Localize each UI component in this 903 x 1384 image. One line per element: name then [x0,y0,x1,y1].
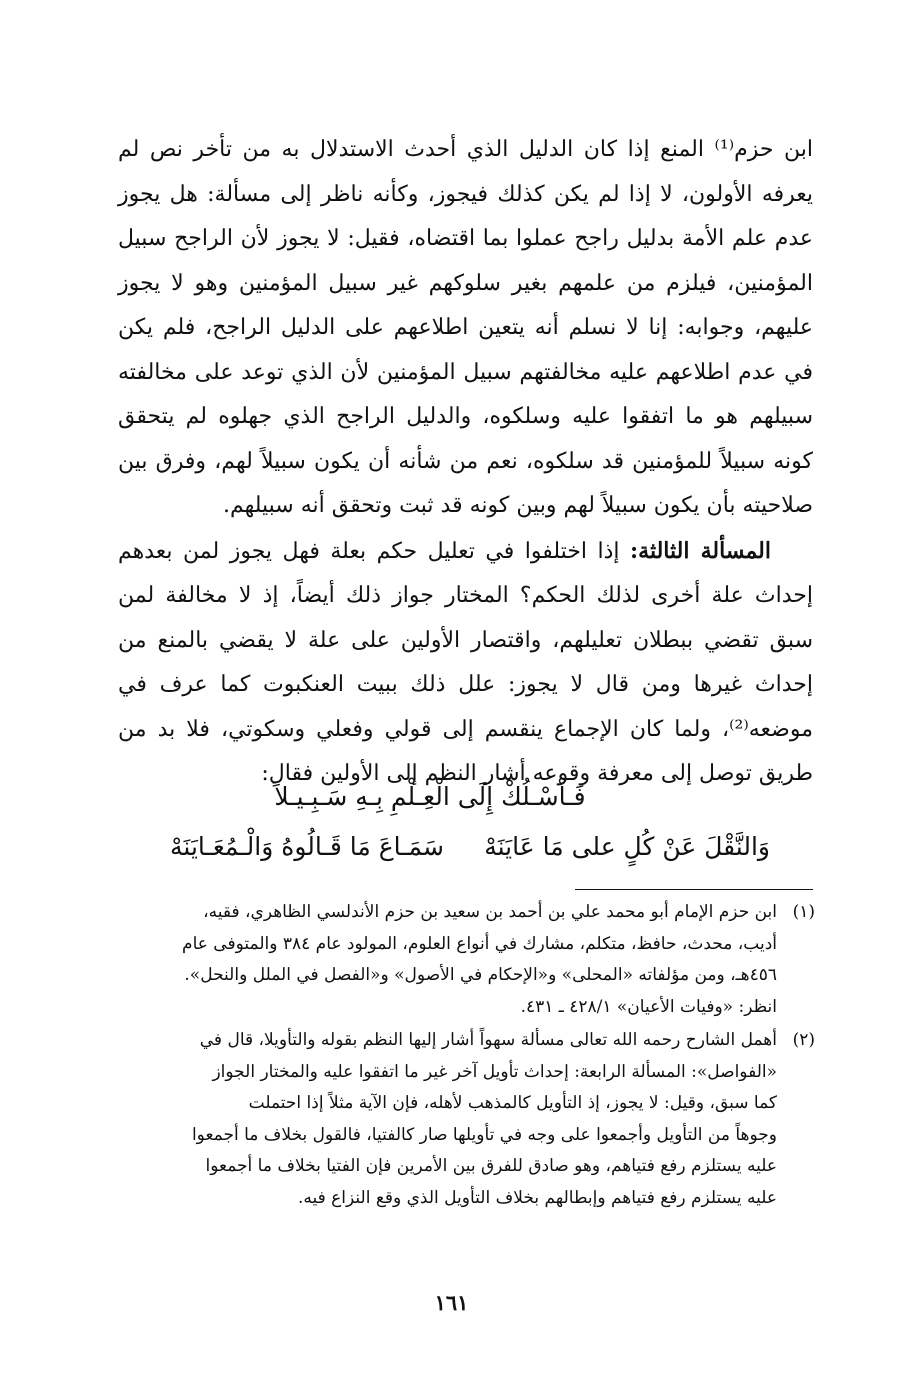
footnote-line: وجوهاً من التأويل وأجمعوا على وجه في تأويلها صار كالفتيا، فالقول بخلاف ما أجمعوا [191,1124,777,1145]
verse-hemistich-left: سَمَـاعَ مَا قَـالُوهُ وَالْـمُعَـايَنَهْ [170,832,444,861]
footnote-text [118,1025,777,1214]
footnote-line: انظر: «وفيات الأعيان» ٤٢٨/١ ـ ٤٣١. [520,996,777,1017]
footnote-divider [575,889,813,890]
footnote-1 [118,897,815,1023]
verse-hemistich-right: وَالنَّقْلَ عَنْ كُلٍ على مَا عَايَنَهْ [484,832,770,861]
footnote-line: ابن حزم الإمام أبو محمد علي بن أحمد بن سعيد بن حزم الأندلسي الظاهري، فقيه، [203,902,777,922]
footnote-text [118,897,777,1023]
verse-line-2 [170,822,770,872]
paragraph-1: ابن حزم⁽¹⁾ المنع إذا كان الدليل الذي أحدث الاستدلال به من تأخر نص لم يعرفه الأولون، لا إذا لم يكن كذلك فيجوز، وكأنه ناظر إلى مسألة: هل يجوز عدم علم الأمة بدليل راجح عملوا بما اقتضاه، فقيل: لا يجوز لأن الراجح سبيل المؤمنين، فيلزم من علمهم بغير سلوكهم غير سبيل المؤمنين وهو لا يجوز عليهم، وجوابه: إنا لا نسلم أنه يتعين اطلاعهم على الدليل الراجح، فلم يكن في عدم اطلاعهم عليه مخالفتهم سبيل المؤمنين لأن الذي توعد على مخالفته سبيلهم هو ما اتفقوا عليه وسلكوه، والدليل الراجح الذي جهلوه لم يتحقق كونه سبيلاً للمؤمنين قد سلكوه، نعم من شأنه أن يكون سبيلاً لهم، وفرق بين صلاحيته بأن يكون سبيلاً لهم وبين كونه قد ثبت وتحقق أنه سبيلهم. [118,137,813,518]
footnote-line: عليه يستلزم رفع فتياهم وإبطالهم بخلاف التأويل الذي وقع النزاع فيه. [297,1187,777,1208]
footnote-line: عليه يستلزم رفع فتياهم، وهو صادق للفرق بين الأمرين فإن الفتيا بخلاف ما أجمعوا [205,1156,777,1176]
verse-block [170,772,770,872]
main-text [118,128,813,797]
footnote-line: «الفواصل»: المسألة الرابعة: إحداث تأويل آخر غير ما اتفقوا عليه والمختار الجواز [212,1061,777,1082]
page-number: ١٦١ [434,1290,469,1315]
verse-line-1: فَـاْسْـلُكْ إِلَى الْعِـلْمِ بِـهِ سَـبِـيـلاً [274,782,586,811]
footnote-number: (١) [792,902,815,922]
footnote-number: (٢) [792,1030,815,1050]
paragraph-2 [118,529,813,797]
paragraph-2-body: إذا اختلفوا في تعليل حكم بعلة فهل يجوز لمن بعدهم إحداث علة أخرى لذلك الحكم؟ المختار جواز ذلك أيضاً، إذ لا مخالفة لمن سبق تقضي ببطلان تعليلهم، واقتصار الأولين على علة لا يقضي بالمنع من إحداث غيرها ومن قال لا يجوز: علل ذلك ببيت العنكبوت كما عرف في موضعه⁽²⁾، ولما كان الإجماع ينقسم إلى قولي وفعلي وسكوتي، فلا بد من طريق توصل إلى معرفة وقوعه أشار النظم إلى الأولين فقال: [118,538,813,786]
footnote-2 [118,1025,815,1214]
issue-heading: المسألة الثالثة: [630,537,771,564]
footnote-line: ٤٥٦هـ، ومن مؤلفاته «المحلى» و«الإحكام في الأصول» و«الفصل في الملل والنحل». [184,965,777,985]
footnote-line: أهمل الشارح رحمه الله تعالى مسألة سهواً أشار إليها النظم بقوله والتأويلا، قال في [199,1030,777,1050]
footnotes [118,897,815,1216]
footnote-line: كما سبق، وقيل: لا يجوز، إذ التأويل كالمذهب لأهله، فإن الآية مثلاً إذا احتملت [248,1093,777,1113]
footnote-line: أديب، محدث، حافظ، متكلم، مشارك في أنواع العلوم، المولود عام ٣٨٤ والمتوفى عام [182,933,777,954]
